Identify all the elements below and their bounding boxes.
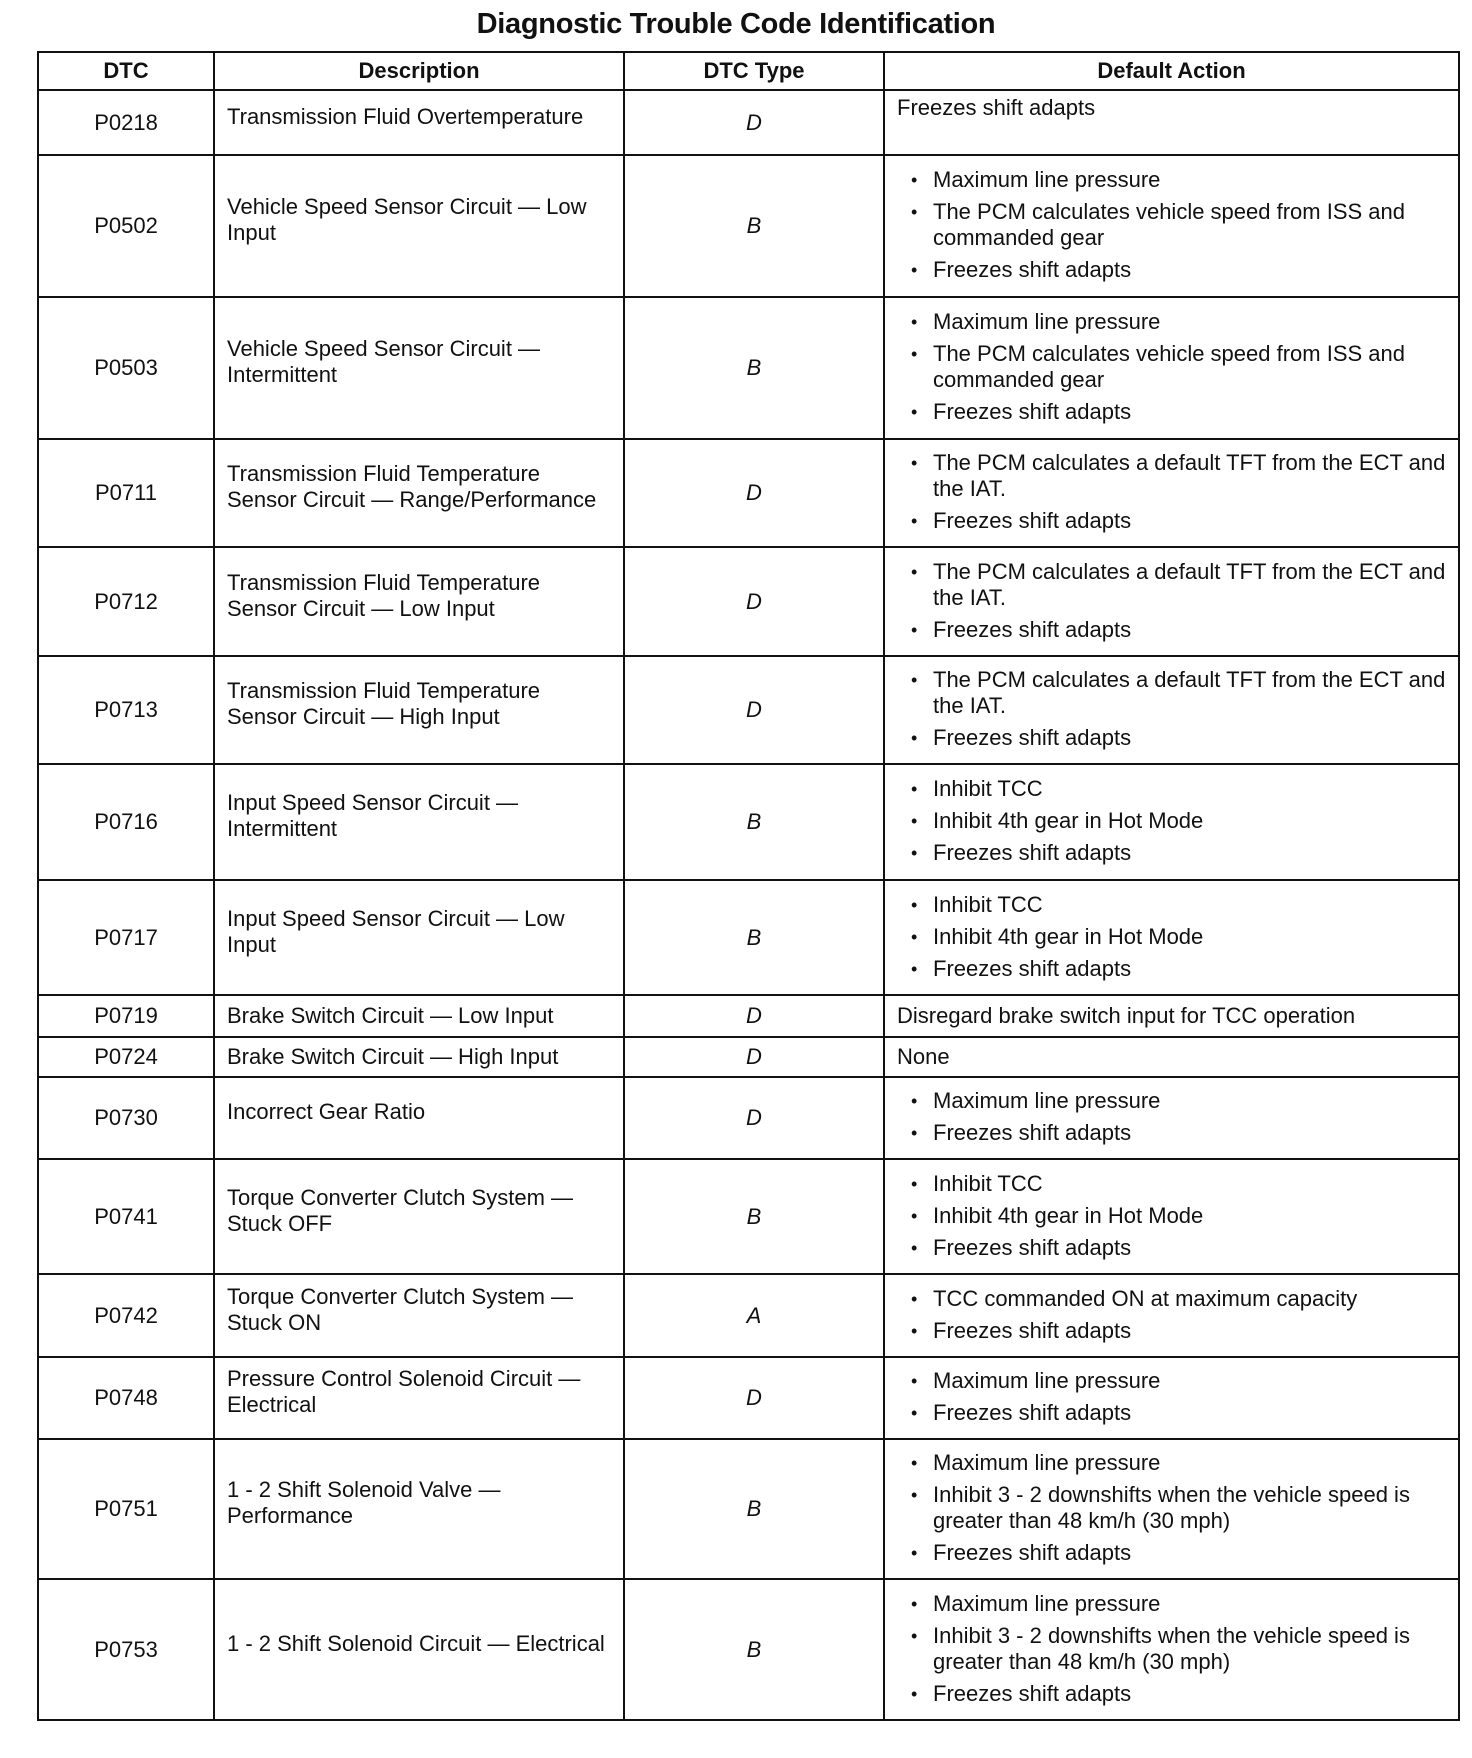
description-cell <box>214 439 624 547</box>
table-row <box>38 155 1459 297</box>
header-dtc-type: DTC Type <box>624 52 884 90</box>
table-row <box>38 1077 1459 1159</box>
dtc-code: P0719 <box>38 995 214 1037</box>
header-default-action: Default Action <box>884 52 1459 90</box>
header-dtc: DTC <box>38 52 214 90</box>
action-item: • Inhibit TCC <box>933 776 1446 802</box>
dtc-type: D <box>624 1357 884 1439</box>
action-list <box>897 1368 1446 1426</box>
description: Transmission Fluid Temperature Sensor Circuit — High Input <box>227 678 541 729</box>
dtc-code: P0748 <box>38 1357 214 1439</box>
action-item: • Inhibit TCC <box>933 1171 1446 1197</box>
default-action-cell <box>884 1159 1459 1274</box>
default-action: None <box>897 1044 950 1069</box>
action-item: • Freezes shift adapts <box>933 1540 1446 1566</box>
description: Transmission Fluid Temperature Sensor Circuit — Low Input <box>227 569 541 621</box>
table-row <box>38 656 1459 764</box>
dtc-type: A <box>624 1274 884 1357</box>
table-row <box>38 439 1459 547</box>
description: Transmission Fluid Temperature Sensor Circuit — Range/Performance <box>227 461 597 512</box>
description-cell <box>214 1439 624 1579</box>
action-item: • Freezes shift adapts <box>933 1318 1446 1344</box>
action-item: • TCC commanded ON at maximum capacity <box>933 1286 1446 1312</box>
action-list <box>897 1286 1446 1344</box>
action-item: • The PCM calculates a default TFT from the ECT and the IAT. <box>933 559 1446 611</box>
description-cell <box>214 547 624 656</box>
action-item: • Maximum line pressure <box>933 1591 1446 1617</box>
description-cell <box>214 155 624 297</box>
dtc-type: D <box>624 90 884 155</box>
action-list <box>897 559 1446 643</box>
table-row <box>38 547 1459 656</box>
default-action-cell <box>884 1077 1459 1159</box>
action-list <box>897 776 1446 866</box>
action-item: • Freezes shift adapts <box>933 840 1446 866</box>
default-action-cell <box>884 90 1459 155</box>
table-row <box>38 1037 1459 1077</box>
action-item: • Maximum line pressure <box>933 167 1446 193</box>
default-action-cell <box>884 880 1459 995</box>
action-item: • The PCM calculates vehicle speed from ISS and commanded gear <box>933 199 1446 251</box>
action-item: • Inhibit 4th gear in Hot Mode <box>933 924 1446 950</box>
dtc-type: B <box>624 1159 884 1274</box>
description-cell <box>214 880 624 995</box>
description: Vehicle Speed Sensor Circuit — Intermittent <box>227 336 541 387</box>
description: Incorrect Gear Ratio <box>227 1099 426 1124</box>
action-list <box>897 1171 1446 1261</box>
table-row <box>38 880 1459 995</box>
action-item: • Inhibit 3 - 2 downshifts when the vehicle speed is greater than 48 km/h (30 mph) <box>933 1623 1446 1675</box>
dtc-type: B <box>624 155 884 297</box>
action-item: • Maximum line pressure <box>933 1088 1446 1114</box>
table-header-row <box>38 52 1459 90</box>
default-action-cell <box>884 297 1459 439</box>
description: 1 - 2 Shift Solenoid Valve — Performance <box>227 1477 501 1528</box>
dtc-code: P0502 <box>38 155 214 297</box>
table-row <box>38 1439 1459 1579</box>
description-cell <box>214 1274 624 1357</box>
action-item: • Freezes shift adapts <box>933 508 1446 534</box>
description: Pressure Control Solenoid Circuit — Electrical <box>227 1366 581 1417</box>
description: Brake Switch Circuit — High Input <box>227 1044 559 1069</box>
description: Torque Converter Clutch System — Stuck OFF <box>227 1184 574 1236</box>
action-list <box>897 667 1446 751</box>
dtc-type: D <box>624 547 884 656</box>
table-row <box>38 90 1459 155</box>
action-item: • Maximum line pressure <box>933 1368 1446 1394</box>
dtc-code: P0716 <box>38 764 214 880</box>
dtc-type: B <box>624 1579 884 1720</box>
action-list <box>897 1088 1446 1146</box>
default-action-cell <box>884 1037 1459 1077</box>
description: Brake Switch Circuit — Low Input <box>227 1003 554 1028</box>
description-cell <box>214 1357 624 1439</box>
default-action-cell <box>884 1439 1459 1579</box>
description-cell <box>214 297 624 439</box>
dtc-code: P0713 <box>38 656 214 764</box>
table-row <box>38 297 1459 439</box>
description-cell <box>214 656 624 764</box>
dtc-code: P0724 <box>38 1037 214 1077</box>
default-action-cell <box>884 995 1459 1037</box>
dtc-code: P0503 <box>38 297 214 439</box>
default-action-cell <box>884 439 1459 547</box>
dtc-table <box>37 51 1460 1721</box>
action-item: • Freezes shift adapts <box>933 725 1446 751</box>
action-item: • Inhibit 4th gear in Hot Mode <box>933 1203 1446 1229</box>
description-cell <box>214 1077 624 1159</box>
header-description: Description <box>214 52 624 90</box>
dtc-type: B <box>624 297 884 439</box>
description: Input Speed Sensor Circuit — Intermittent <box>227 790 519 841</box>
action-list <box>897 450 1446 534</box>
dtc-code: P0730 <box>38 1077 214 1159</box>
action-list <box>897 1450 1446 1566</box>
default-action-cell <box>884 1579 1459 1720</box>
action-item: • The PCM calculates vehicle speed from ISS and commanded gear <box>933 341 1446 393</box>
description-cell <box>214 764 624 880</box>
default-action-cell <box>884 1274 1459 1357</box>
dtc-type: D <box>624 656 884 764</box>
action-list <box>897 309 1446 425</box>
table-row <box>38 1274 1459 1357</box>
page-title: Diagnostic Trouble Code Identification <box>476 8 996 40</box>
dtc-type: B <box>624 764 884 880</box>
action-item: • Inhibit TCC <box>933 892 1446 918</box>
default-action-cell <box>884 764 1459 880</box>
table-row <box>38 1159 1459 1274</box>
default-action-cell <box>884 547 1459 656</box>
dtc-code: P0712 <box>38 547 214 656</box>
dtc-code: P0753 <box>38 1579 214 1720</box>
action-item: • Freezes shift adapts <box>933 617 1446 643</box>
action-item: • Freezes shift adapts <box>933 1120 1446 1146</box>
dtc-code: P0751 <box>38 1439 214 1579</box>
dtc-code: P0741 <box>38 1159 214 1274</box>
action-item: • The PCM calculates a default TFT from the ECT and the IAT. <box>933 450 1446 502</box>
dtc-type: D <box>624 995 884 1037</box>
dtc-type: D <box>624 1077 884 1159</box>
description: Transmission Fluid Overtemperature <box>227 103 584 129</box>
action-item: • Freezes shift adapts <box>933 956 1446 982</box>
action-list <box>897 892 1446 982</box>
action-list <box>897 167 1446 283</box>
action-item: • The PCM calculates a default TFT from the ECT and the IAT. <box>933 667 1446 719</box>
description-cell <box>214 995 624 1037</box>
dtc-type: B <box>624 1439 884 1579</box>
default-action-cell <box>884 656 1459 764</box>
description: Torque Converter Clutch System — Stuck ON <box>227 1283 574 1335</box>
dtc-code: P0218 <box>38 90 214 155</box>
action-item: • Freezes shift adapts <box>933 399 1446 425</box>
action-item: • Freezes shift adapts <box>933 1235 1446 1261</box>
description: 1 - 2 Shift Solenoid Circuit — Electrical <box>227 1630 605 1656</box>
table-row <box>38 1579 1459 1720</box>
description-cell <box>214 1579 624 1720</box>
action-item: • Freezes shift adapts <box>933 257 1446 283</box>
description: Input Speed Sensor Circuit — Low Input <box>227 905 565 957</box>
action-item: • Freezes shift adapts <box>933 1681 1446 1707</box>
dtc-type: D <box>624 439 884 547</box>
default-action-cell <box>884 155 1459 297</box>
description: Vehicle Speed Sensor Circuit — Low Input <box>227 194 587 245</box>
action-item: • Inhibit 4th gear in Hot Mode <box>933 808 1446 834</box>
description-cell <box>214 1037 624 1077</box>
action-item: • Maximum line pressure <box>933 309 1446 335</box>
dtc-code: P0711 <box>38 439 214 547</box>
action-item: • Inhibit 3 - 2 downshifts when the vehicle speed is greater than 48 km/h (30 mph) <box>933 1482 1446 1534</box>
description-cell <box>214 90 624 155</box>
table-row <box>38 995 1459 1037</box>
action-item: • Freezes shift adapts <box>933 1400 1446 1426</box>
default-action: Disregard brake switch input for TCC operation <box>897 1003 1356 1028</box>
description-cell <box>214 1159 624 1274</box>
dtc-code: P0742 <box>38 1274 214 1357</box>
default-action: Freezes shift adapts <box>897 95 1096 120</box>
default-action-cell <box>884 1357 1459 1439</box>
dtc-code: P0717 <box>38 880 214 995</box>
dtc-type: B <box>624 880 884 995</box>
table-row <box>38 1357 1459 1439</box>
action-list <box>897 1591 1446 1707</box>
dtc-type: D <box>624 1037 884 1077</box>
table-row <box>38 764 1459 880</box>
action-item: • Maximum line pressure <box>933 1450 1446 1476</box>
